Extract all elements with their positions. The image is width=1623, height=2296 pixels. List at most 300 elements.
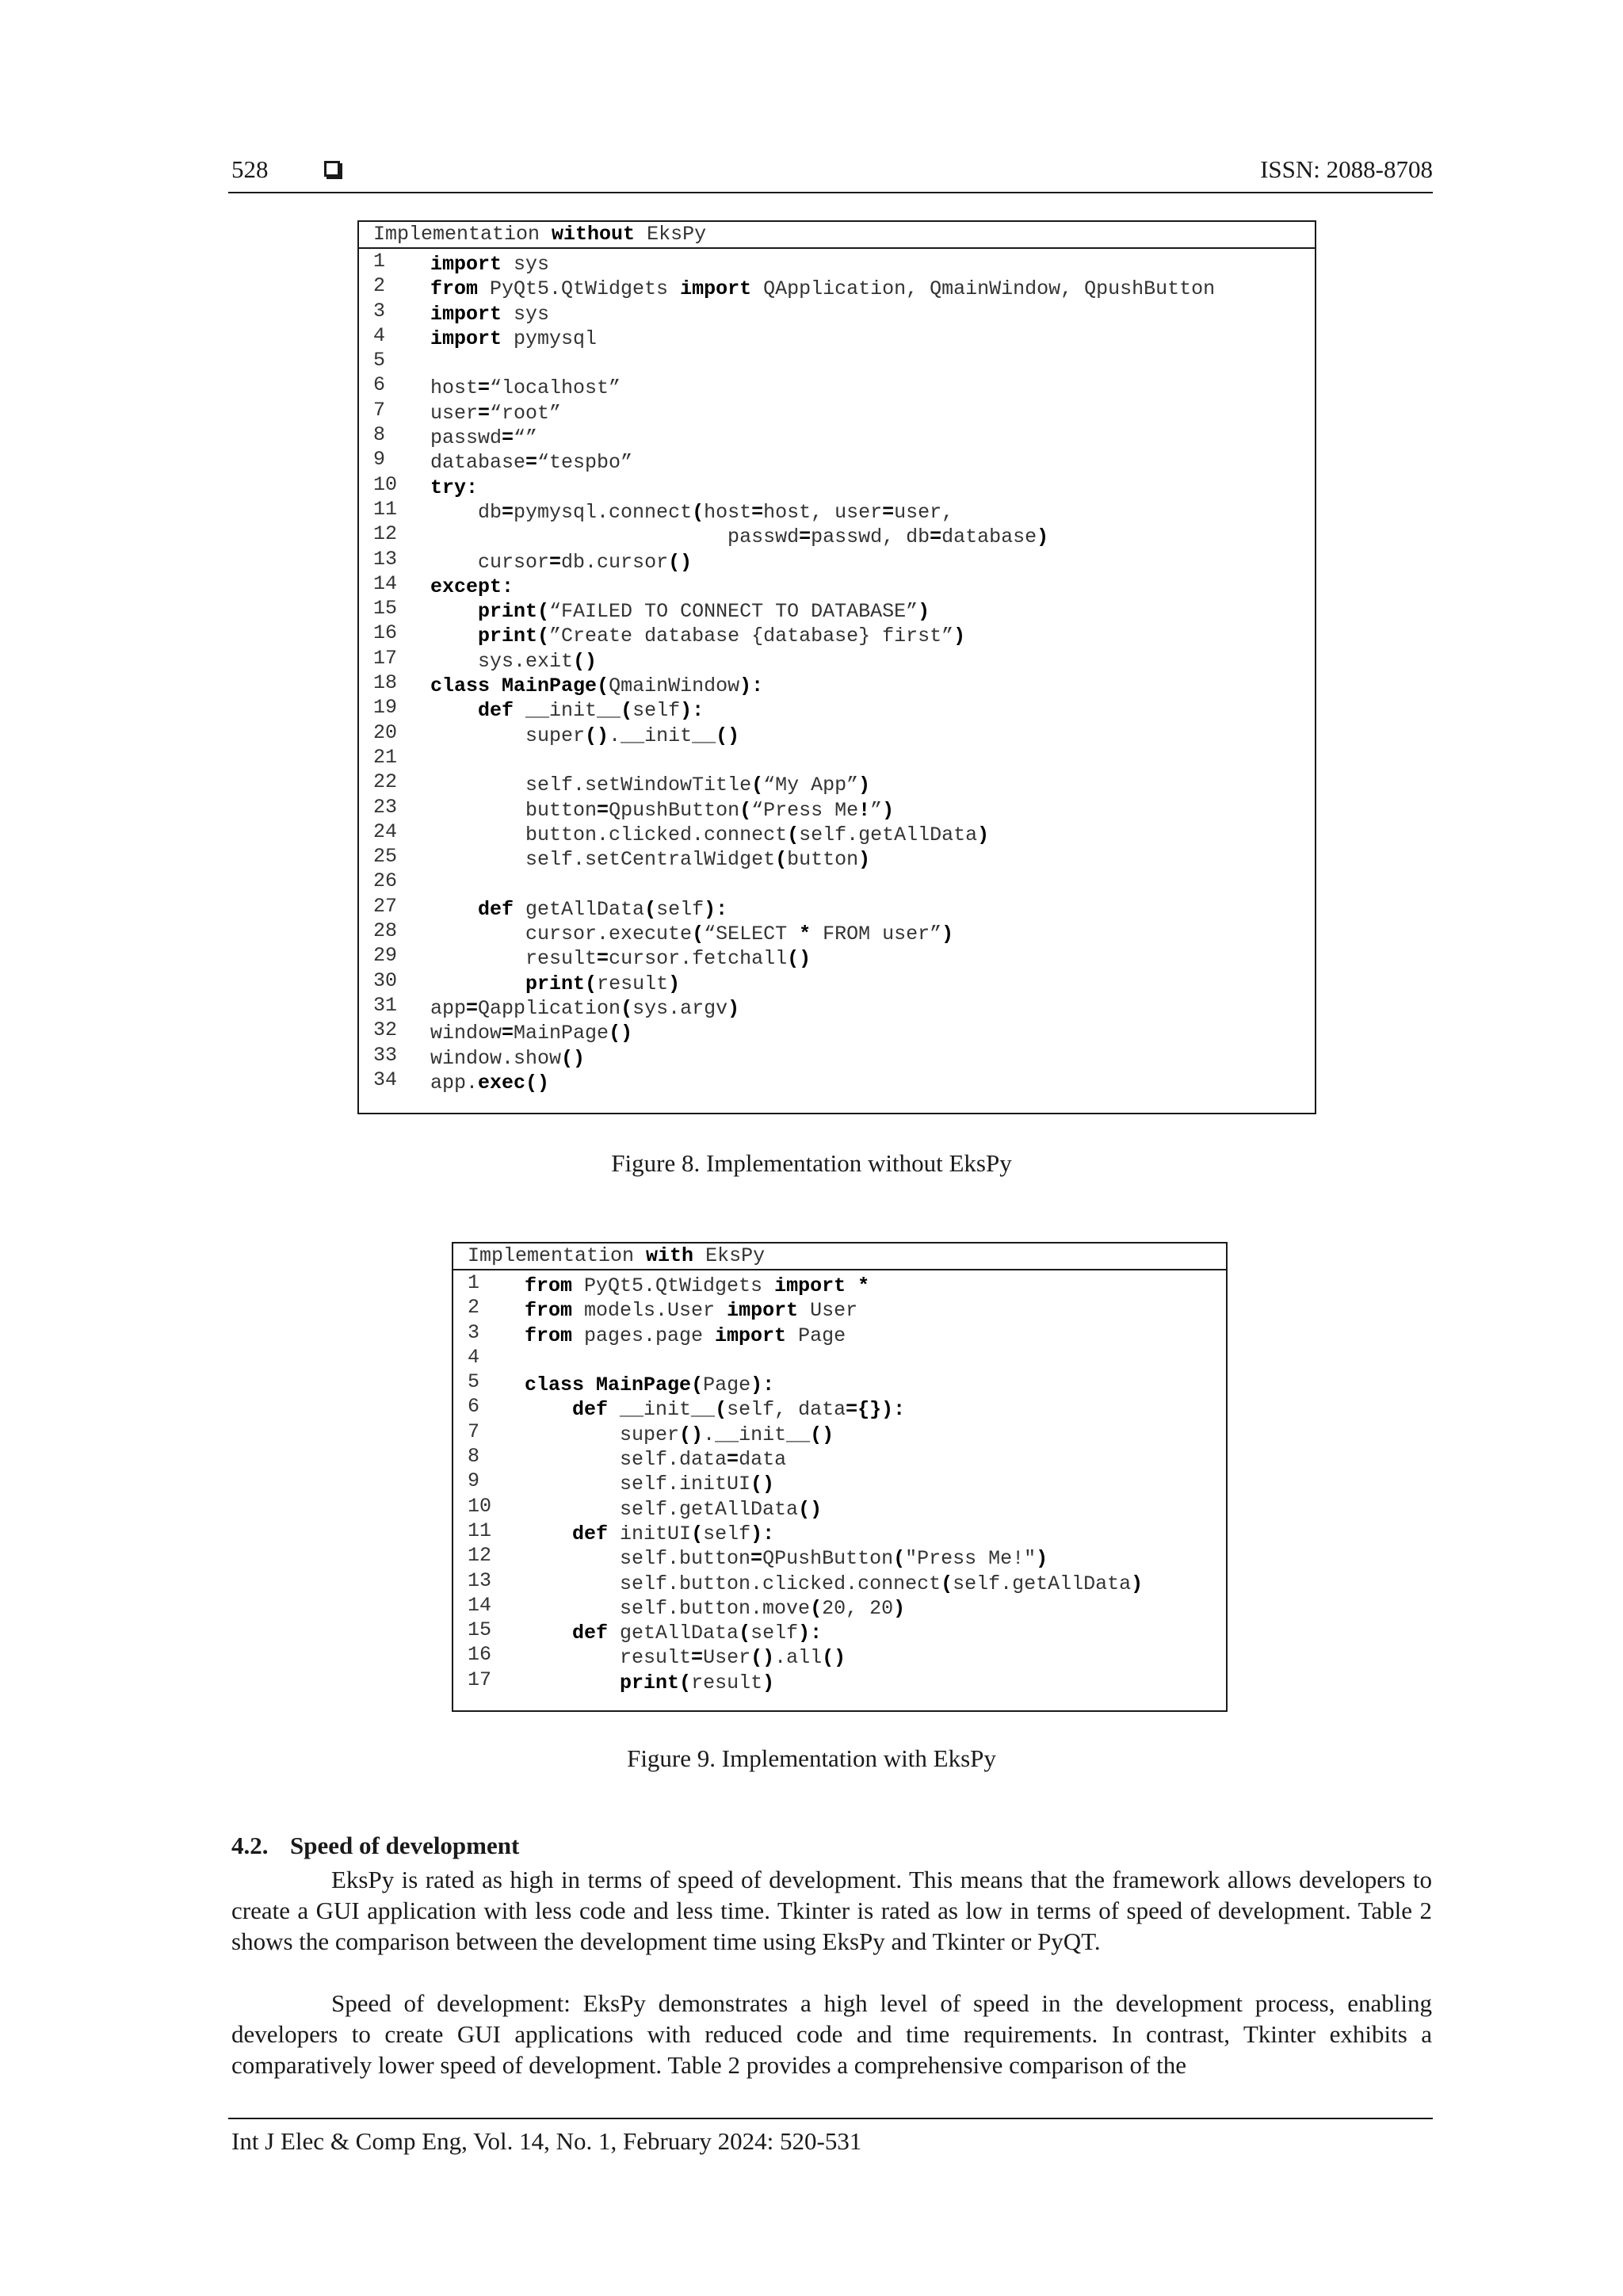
code-keyword: from — [430, 277, 479, 301]
code-token: Page — [703, 1373, 751, 1397]
code-keyword: MainPage — [502, 674, 598, 698]
code-text — [525, 1472, 774, 1496]
code-token: super — [525, 1423, 680, 1446]
code-keyword: def — [478, 699, 514, 723]
square-bullet-icon — [324, 161, 340, 177]
title-part: Implementation — [468, 1244, 647, 1267]
code-keyword: = — [930, 525, 942, 549]
code-token: “localhost” — [490, 376, 621, 400]
code-token: getAllData — [608, 1622, 739, 1645]
code-text — [430, 823, 989, 847]
code-line — [359, 571, 1315, 599]
code-token: self.data — [525, 1448, 727, 1472]
code-token: QApplication, QmainWindow, QpushButton — [751, 277, 1216, 301]
code-keyword: () — [798, 1497, 823, 1521]
code-line — [453, 1397, 1226, 1422]
code-keyword: ( — [691, 1373, 704, 1397]
code-keyword: ( — [715, 1398, 727, 1422]
code-line — [359, 919, 1315, 946]
code-token: User — [798, 1299, 858, 1323]
code-token: db — [430, 500, 502, 524]
title-part-keyword: with — [646, 1244, 694, 1267]
code-text — [430, 946, 811, 971]
line-number: 33 — [373, 1043, 398, 1067]
code-text — [525, 1546, 1048, 1571]
code-line — [359, 847, 1315, 872]
code-text — [430, 1021, 632, 1045]
code-keyword: ): — [680, 699, 705, 723]
code-text — [430, 575, 514, 599]
code-keyword: = — [882, 500, 895, 524]
code-keyword: ) — [858, 848, 871, 872]
code-text — [430, 698, 704, 723]
line-number: 20 — [373, 720, 398, 744]
code-token: __init__ — [514, 699, 621, 723]
code-line — [359, 646, 1315, 674]
code-keyword: try — [430, 476, 467, 499]
code-token — [525, 1622, 572, 1645]
code-text — [525, 1447, 786, 1472]
code-line — [359, 274, 1315, 301]
code-line — [359, 547, 1315, 575]
code-token: self.getAllData — [525, 1497, 799, 1521]
code-keyword: = — [478, 376, 491, 400]
code-line — [359, 819, 1315, 847]
line-number: 12 — [373, 522, 398, 546]
code-keyword: ( — [691, 1522, 704, 1545]
line-number: 16 — [468, 1643, 492, 1667]
header-divider — [228, 192, 1433, 193]
code-keyword: ) — [1037, 525, 1049, 549]
code-token: self.getAllData — [799, 823, 978, 846]
code-text — [430, 996, 739, 1021]
code-line — [453, 1519, 1226, 1546]
code-token: data — [739, 1448, 787, 1472]
code-text — [430, 798, 894, 823]
line-number: 14 — [373, 571, 398, 595]
code-text — [525, 1497, 822, 1522]
code-token: sys — [502, 253, 550, 276]
code-line — [359, 450, 1315, 475]
line-number: 15 — [373, 597, 398, 621]
code-keyword: ): — [750, 1373, 775, 1397]
code-line — [359, 1068, 1315, 1095]
code-keyword: ( — [751, 774, 764, 797]
code-token: self — [656, 897, 705, 921]
code-keyword: ={}): — [846, 1398, 906, 1422]
code-text — [430, 773, 870, 797]
line-number: 19 — [373, 696, 398, 720]
figure-9-caption: Figure 9. Implementation with EksPy — [627, 1744, 996, 1772]
code-text — [525, 1298, 857, 1323]
code-keyword: () — [750, 1473, 775, 1496]
code-keyword: ( — [775, 848, 788, 872]
code-keyword: ( — [537, 600, 550, 624]
code-keyword: = — [597, 947, 609, 971]
code-line — [453, 1370, 1226, 1397]
code-line — [453, 1645, 1226, 1670]
code-keyword: = — [799, 525, 812, 549]
code-text — [525, 1397, 905, 1422]
code-text — [525, 1274, 869, 1298]
code-text — [430, 450, 632, 475]
section-title: Speed of development — [290, 1832, 520, 1859]
code-keyword: ( — [597, 674, 609, 698]
code-token: result — [691, 1671, 763, 1694]
code-token: ” — [870, 798, 883, 822]
code-token — [430, 699, 478, 722]
code-line — [359, 522, 1315, 549]
code-text — [430, 922, 953, 946]
line-number: 8 — [373, 423, 386, 447]
line-number: 34 — [373, 1068, 398, 1091]
code-text — [525, 1522, 774, 1546]
code-token: .all — [774, 1646, 823, 1670]
title-part: EksPy — [635, 223, 707, 246]
code-line — [359, 993, 1315, 1021]
code-line — [453, 1298, 1226, 1323]
code-keyword: ) — [1036, 1547, 1048, 1571]
code-token — [584, 1373, 596, 1396]
body-paragraph: Speed of development: EksPy demonstrates a high level of speed in the development process, enabling developers to create GUI applications with reduced code and time requirements. In contrast, Tkinter exhibits a comparatively lower speed of development. Table 2 provides a comprehensive comparison of the — [231, 1989, 1432, 2079]
code-text — [525, 1645, 846, 1670]
line-number: 27 — [373, 894, 398, 918]
code-text — [430, 649, 597, 674]
code-token: database — [430, 451, 526, 475]
code-keyword: print — [620, 1671, 680, 1694]
code-line — [359, 472, 1315, 500]
line-number: 13 — [468, 1568, 492, 1592]
code-keyword: ( — [644, 897, 657, 921]
code-token: Page — [786, 1324, 846, 1347]
code-keyword: ( — [810, 1596, 823, 1620]
code-token: self.button.clicked.connect — [525, 1572, 941, 1595]
code-line — [453, 1568, 1226, 1596]
code-token: pymysql.connect — [514, 500, 693, 524]
code-keyword: () — [679, 1423, 704, 1446]
title-part: EksPy — [693, 1244, 766, 1267]
code-keyword: import — [715, 1324, 787, 1347]
code-text — [430, 401, 561, 426]
code-keyword: ( — [585, 972, 598, 995]
code-keyword: = — [502, 426, 514, 450]
code-token — [525, 1398, 572, 1421]
code-token: self.initUI — [525, 1473, 751, 1496]
code-keyword: = — [691, 1646, 704, 1670]
code-keyword: class — [430, 674, 491, 698]
code-text — [430, 376, 621, 400]
code-token: passwd — [430, 426, 502, 450]
code-token: sys.argv — [632, 996, 728, 1020]
code-token: user — [430, 401, 479, 425]
code-line — [359, 373, 1315, 400]
line-number: 3 — [468, 1320, 480, 1344]
code-keyword: ( — [692, 923, 705, 946]
code-keyword: ) — [668, 972, 681, 995]
code-token: __init__ — [608, 1398, 716, 1422]
line-number: 15 — [468, 1618, 492, 1642]
code-token: window.show — [430, 1046, 562, 1070]
line-number: 1 — [468, 1271, 480, 1294]
code-keyword: def — [572, 1622, 609, 1645]
code-text — [430, 624, 965, 648]
code-line — [453, 1419, 1226, 1447]
code-keyword: print — [525, 972, 586, 995]
code-keyword: ( — [739, 798, 752, 822]
code-line — [359, 323, 1315, 351]
line-number: 4 — [373, 323, 386, 347]
code-keyword: ): — [750, 1522, 775, 1545]
code-text — [430, 327, 597, 351]
code-line — [453, 1271, 1226, 1298]
code-token: sys.exit — [430, 649, 574, 673]
code-token: button — [787, 848, 859, 872]
code-line — [359, 770, 1315, 797]
code-token: user, — [894, 500, 954, 524]
code-token: host, user — [763, 500, 883, 524]
figure-9-code-listing — [452, 1242, 1228, 1712]
code-text — [430, 302, 549, 327]
code-keyword: ) — [977, 823, 990, 846]
code-keyword: () — [609, 1022, 633, 1045]
code-token: initUI — [608, 1522, 692, 1545]
code-line — [359, 671, 1315, 698]
code-keyword: import — [430, 327, 502, 350]
journal-citation: Int J Elec & Comp Eng, Vol. 14, No. 1, February 2024: 520-531 — [231, 2127, 862, 2155]
code-keyword: () — [668, 550, 693, 574]
code-token: passwd — [430, 525, 800, 549]
body-paragraph: EksPy is rated as high in terms of speed of development. This means that the framework allows developers to create a GUI application with less code and less time. Tkinter is rated as low in terms of speed of development. Table 2 shows the comparison between the development time using EksPy and Tkinter or PyQT. — [231, 1866, 1432, 1955]
code-token: getAllData — [514, 897, 645, 921]
line-number: 10 — [373, 472, 398, 496]
code-text — [525, 1572, 1143, 1596]
code-text — [430, 252, 549, 277]
line-number: 9 — [373, 448, 386, 472]
code-line — [453, 1447, 1226, 1472]
code-token: result — [597, 972, 669, 995]
title-part: Implementation — [373, 223, 552, 246]
code-token: “Press Me — [751, 798, 859, 822]
code-line — [359, 968, 1315, 996]
code-line — [453, 1618, 1226, 1645]
line-number: 17 — [373, 646, 398, 670]
line-number: 24 — [373, 819, 398, 843]
code-keyword: print — [478, 600, 538, 624]
line-number: 18 — [373, 671, 398, 695]
code-text — [525, 1671, 774, 1695]
code-token: self.setWindowTitle — [430, 774, 752, 797]
line-number: 6 — [373, 373, 386, 397]
code-keyword: import — [727, 1299, 799, 1323]
code-token: cursor.fetchall — [609, 947, 788, 971]
code-keyword: : — [466, 476, 479, 499]
code-keyword: * — [857, 1274, 870, 1297]
code-keyword: ) — [727, 996, 740, 1020]
code-token: “FAILED TO CONNECT TO DATABASE” — [549, 600, 918, 624]
code-line — [359, 423, 1315, 450]
code-text — [430, 277, 1215, 301]
code-keyword: = — [525, 451, 538, 475]
code-line — [453, 1469, 1226, 1496]
code-token: self.getAllData — [953, 1572, 1132, 1595]
code-text — [525, 1324, 846, 1348]
code-lines — [359, 249, 1315, 1095]
code-keyword: ) — [858, 774, 871, 797]
code-keyword: import — [680, 277, 752, 301]
line-number: 13 — [373, 547, 398, 571]
code-text — [430, 897, 727, 922]
code-token: PyQt5.QtWidgets — [478, 277, 681, 301]
line-number: 32 — [373, 1018, 398, 1042]
code-text — [525, 1373, 774, 1397]
code-token: MainPage — [514, 1022, 609, 1045]
code-token: result — [525, 1646, 692, 1670]
code-line — [359, 1043, 1315, 1071]
code-token: ”Create database {database} first” — [549, 625, 954, 648]
code-keyword: = — [466, 996, 479, 1020]
code-keyword: ( — [893, 1547, 906, 1571]
code-keyword: ) — [893, 1596, 906, 1620]
code-text — [430, 674, 763, 698]
code-line — [359, 1018, 1315, 1045]
line-number: 26 — [373, 869, 398, 893]
code-text — [430, 972, 680, 996]
code-keyword: () — [525, 1071, 550, 1095]
code-token: self.setCentralWidget — [430, 848, 776, 872]
code-token: .__init__ — [609, 724, 716, 747]
code-token: self — [703, 1522, 751, 1545]
line-number: 4 — [468, 1345, 480, 1369]
code-token: FROM user” — [811, 923, 942, 946]
code-text — [430, 724, 739, 748]
code-keyword: = — [549, 550, 562, 574]
code-token: Qapplication — [478, 996, 621, 1020]
code-keyword: exec — [478, 1071, 526, 1095]
code-keyword: print — [478, 625, 538, 648]
section-number: 4.2. — [231, 1832, 269, 1859]
code-line — [359, 497, 1315, 525]
code-keyword: ) — [918, 600, 930, 624]
code-text — [525, 1596, 905, 1621]
code-listing-title — [359, 222, 1315, 249]
code-keyword: () — [585, 724, 609, 747]
code-line — [453, 1494, 1226, 1522]
page-number: 528 — [231, 155, 269, 183]
code-token: self, data — [727, 1398, 846, 1422]
code-keyword: () — [810, 1423, 834, 1446]
code-keyword: from — [525, 1299, 573, 1323]
code-token: host — [430, 376, 479, 400]
code-line — [453, 1593, 1226, 1621]
code-keyword: = — [502, 500, 514, 524]
code-token: self — [750, 1622, 799, 1645]
code-keyword: * — [799, 923, 812, 946]
code-token: “tespbo” — [537, 451, 633, 475]
code-line — [359, 869, 1315, 896]
code-keyword: ) — [953, 625, 966, 648]
code-keyword: () — [561, 1046, 586, 1070]
line-number: 14 — [468, 1593, 492, 1617]
code-text — [430, 1071, 549, 1095]
code-keyword: ( — [621, 996, 633, 1020]
code-line — [359, 946, 1315, 971]
line-number: 22 — [373, 770, 398, 794]
code-text — [430, 500, 953, 525]
code-keyword: ): — [739, 674, 764, 698]
code-token: db.cursor — [561, 550, 669, 574]
code-token: self.button.move — [525, 1596, 811, 1620]
code-text — [430, 847, 870, 872]
code-keyword: () — [822, 1646, 846, 1670]
line-number: 5 — [373, 349, 386, 372]
code-token: result — [430, 947, 598, 971]
code-token: button — [430, 798, 598, 822]
code-keyword: = — [750, 1547, 763, 1571]
code-token: host — [704, 500, 752, 524]
line-number: 25 — [373, 845, 398, 869]
code-token: models.User — [572, 1299, 727, 1323]
code-token: “My App” — [763, 774, 859, 797]
figure-8-caption: Figure 8. Implementation without EksPy — [611, 1149, 1012, 1177]
code-token — [846, 1274, 857, 1297]
code-token: pymysql — [502, 327, 598, 350]
code-token: QpushButton — [609, 798, 740, 822]
code-token — [430, 898, 478, 921]
code-text — [430, 1046, 585, 1071]
code-keyword: ( — [941, 1572, 953, 1595]
code-line — [359, 720, 1315, 748]
code-line — [359, 599, 1315, 624]
code-line — [359, 299, 1315, 327]
code-text — [430, 525, 1048, 549]
code-token: app — [430, 996, 467, 1020]
code-line — [453, 1345, 1226, 1373]
code-keyword: class — [525, 1373, 585, 1397]
code-token: app. — [430, 1071, 479, 1095]
code-token: “root” — [490, 401, 562, 425]
code-keyword: def — [478, 897, 514, 921]
code-token: self — [632, 699, 681, 723]
code-keyword: ( — [621, 699, 633, 723]
line-number: 5 — [468, 1370, 480, 1394]
line-number: 31 — [373, 993, 398, 1017]
code-token: "Press Me!" — [905, 1547, 1037, 1571]
code-line — [453, 1668, 1226, 1695]
code-keyword: ( — [787, 823, 800, 846]
code-keyword: () — [573, 649, 598, 673]
code-keyword: () — [716, 724, 740, 747]
code-line — [359, 795, 1315, 823]
code-keyword: from — [525, 1324, 573, 1347]
code-keyword: = — [478, 401, 491, 425]
code-keyword: ) — [1131, 1572, 1144, 1595]
line-number: 12 — [468, 1544, 492, 1568]
code-keyword: : — [502, 575, 514, 598]
title-part-keyword: without — [552, 223, 636, 246]
code-listing-title — [453, 1244, 1226, 1270]
code-token: PyQt5.QtWidgets — [572, 1274, 775, 1297]
code-keyword: import — [430, 302, 502, 326]
footer-divider — [228, 2118, 1433, 2119]
line-number: 6 — [468, 1395, 480, 1419]
line-number: 28 — [373, 919, 398, 943]
code-token: “” — [514, 426, 538, 450]
line-number: 7 — [468, 1419, 480, 1443]
code-keyword: except — [430, 575, 502, 598]
code-line — [359, 398, 1315, 426]
code-line — [359, 351, 1315, 376]
line-number: 29 — [373, 944, 398, 968]
